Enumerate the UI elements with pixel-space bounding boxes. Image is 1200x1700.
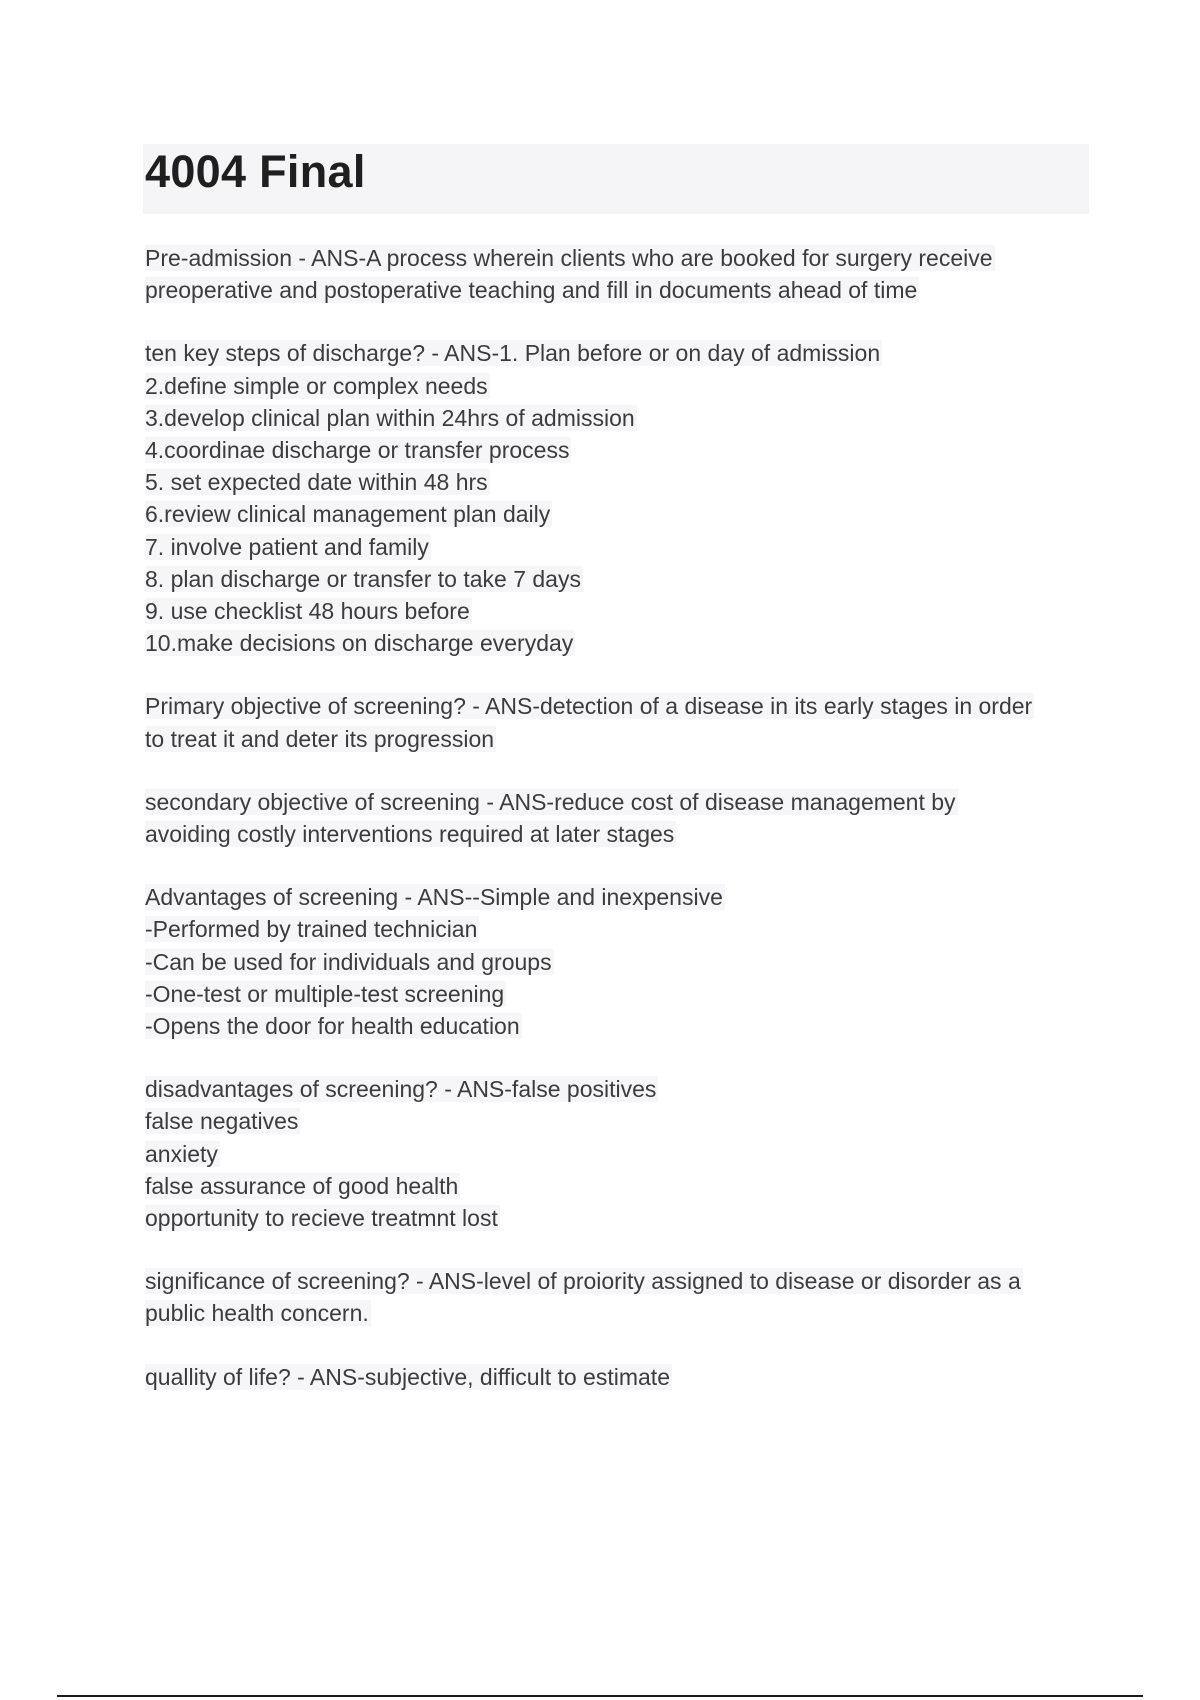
entry-line: public health concern. [145, 1300, 369, 1327]
entry-line: ten key steps of discharge? - ANS-1. Plan before or on day of admission [145, 340, 881, 367]
entry-line: 2.define simple or complex needs [145, 372, 488, 399]
qa-content [145, 242, 1095, 1424]
entry-line: preoperative and postoperative teaching and fill in documents ahead of time [145, 277, 918, 304]
qa-entry-quality-of-life [145, 1361, 1095, 1393]
entry-line: disadvantages of screening? - ANS-false positives [145, 1076, 657, 1103]
qa-entry-advantages [145, 881, 1095, 1042]
footer-divider [57, 1695, 1143, 1697]
entry-line: 8. plan discharge or transfer to take 7 days [145, 565, 581, 592]
qa-entry-significance [145, 1265, 1095, 1329]
entry-line: -Performed by trained technician [145, 916, 478, 943]
entry-line: Advantages of screening - ANS--Simple and inexpensive [145, 884, 723, 911]
qa-entry-secondary-objective [145, 786, 1095, 850]
entry-line: Pre-admission - ANS-A process wherein clients who are booked for surgery receive [145, 245, 993, 271]
entry-line: opportunity to recieve treatmnt lost [145, 1205, 498, 1232]
entry-line: Primary objective of screening? - ANS-detection of a disease in its early stages in order [145, 693, 1033, 720]
entry-line: avoiding costly interventions required at later stages [145, 821, 675, 848]
entry-line: -One-test or multiple-test screening [145, 980, 505, 1007]
entry-line: quallity of life? - ANS-subjective, difficult to estimate [145, 1363, 670, 1390]
entry-line: 3.develop clinical plan within 24hrs of admission [145, 404, 635, 431]
entry-line: 5. set expected date within 48 hrs [145, 469, 488, 496]
entry-line: -Opens the door for health education [145, 1013, 520, 1040]
entry-line: 6.review clinical management plan daily [145, 501, 551, 528]
qa-entry-disadvantages [145, 1073, 1095, 1234]
entry-line: 9. use checklist 48 hours before [145, 598, 470, 625]
qa-entry-primary-objective [145, 690, 1095, 754]
entry-line: -Can be used for individuals and groups [145, 948, 552, 975]
entry-line: false assurance of good health [145, 1172, 459, 1199]
entry-line: 4.coordinae discharge or transfer process [145, 437, 570, 464]
entry-line: to treat it and deter its progression [145, 725, 495, 752]
document-title: 4004 Final [145, 146, 366, 197]
entry-line: 10.make decisions on discharge everyday [145, 630, 574, 657]
entry-line: 7. involve patient and family [145, 533, 429, 560]
entry-line: significance of screening? - ANS-level of proiority assigned to disease or disorder as a [145, 1268, 1021, 1295]
qa-entry-pre-admission [145, 242, 1095, 306]
entry-line: anxiety [145, 1140, 218, 1167]
entry-line: secondary objective of screening - ANS-reduce cost of disease management by [145, 788, 956, 815]
entry-line: false negatives [145, 1108, 299, 1135]
qa-entry-discharge-steps [145, 337, 1095, 659]
